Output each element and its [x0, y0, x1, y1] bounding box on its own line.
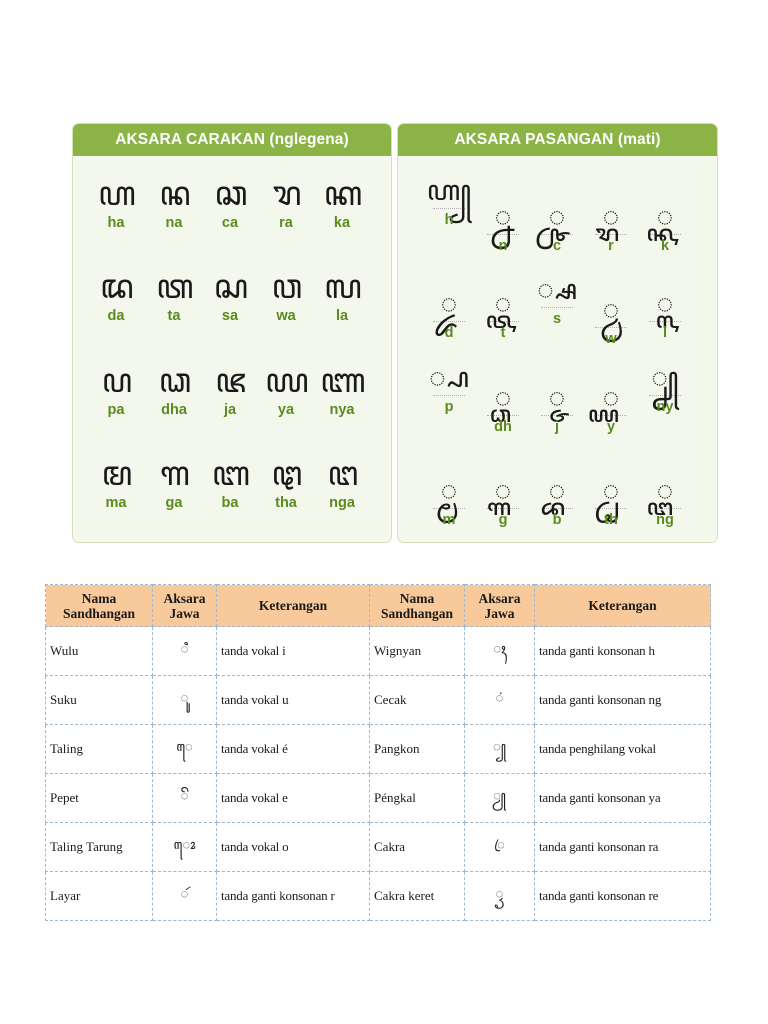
dotted-baseline [433, 208, 465, 209]
aksara-carakan-cell-wa [257, 267, 315, 325]
aksara-carakan-cell-ba [201, 454, 259, 512]
header-aksara-jawa: Aksara Jawa [465, 585, 535, 627]
aksara-pasangan-grid [398, 156, 717, 542]
dotted-baseline [433, 395, 465, 396]
aksara-pasangan-latin-label: dh [494, 419, 512, 435]
aksara-carakan-cell-ma [87, 454, 145, 512]
dotted-baseline [595, 234, 627, 235]
aksara-pasangan-latin-label: m [442, 512, 456, 528]
aksara-carakan-cell-ja [201, 361, 259, 419]
aksara-carakan-glyph: ꦱ [213, 267, 247, 307]
aksara-carakan-cell-ya [257, 361, 315, 419]
aksara-jawa-symbol: ꦺꦴ [153, 823, 217, 872]
aksara-pasangan-cell-ng [636, 474, 694, 529]
aksara-pasangan-cell-r [582, 200, 640, 255]
aksara-carakan-glyph: ꦏ [323, 174, 361, 214]
aksara-carakan-glyph: ꦠ [156, 267, 192, 307]
table-row [46, 823, 711, 872]
aksara-jawa-symbol: ꦼ [153, 774, 217, 823]
aksara-jawa-symbol: ꦾ [465, 774, 535, 823]
aksara-pasangan-cell-ny [636, 361, 694, 416]
aksara-pasangan-cell-y [582, 381, 640, 436]
table-row [46, 774, 711, 823]
aksara-pasangan-glyph: ꧀ꦗ [548, 381, 566, 414]
sandhangan-name: Pepet [46, 774, 153, 823]
aksara-pasangan-cell-h [420, 174, 478, 229]
sandhangan-table [45, 584, 711, 921]
dotted-baseline [487, 234, 519, 235]
aksara-carakan-cell-tha [257, 454, 315, 512]
aksara-pasangan-latin-label: w [605, 331, 617, 347]
table-row [46, 725, 711, 774]
aksara-jawa-symbol: ꦺ [153, 725, 217, 774]
aksara-pasangan-glyph: ꧀ꦛ [602, 474, 620, 507]
header-aksara-jawa: Aksara Jawa [153, 585, 217, 627]
aksara-pasangan-latin-label: k [660, 238, 670, 254]
aksara-pasangan-glyph: ꧀ꦔ [656, 474, 674, 507]
aksara-pasangan-glyph: ꧀ꦧ [548, 474, 566, 507]
aksara-pasangan-glyph: ꧀ꦱ [537, 273, 577, 306]
aksara-jawa-symbol: ꦶ [153, 627, 217, 676]
keterangan-text: tanda ganti konsonan r [217, 872, 370, 921]
aksara-pasangan-glyph: ꧀ꦫ [602, 200, 620, 233]
aksara-carakan-latin-label: pa [107, 402, 125, 418]
aksara-pasangan-glyph: ꧀ꦚ [651, 361, 679, 394]
sandhangan-name: Péngkal [370, 774, 465, 823]
sandhangan-name: Taling Tarung [46, 823, 153, 872]
aksara-jawa-symbol: ꦽ [465, 872, 535, 921]
aksara-carakan-cell-sa [201, 267, 259, 325]
aksara-jawa-symbol: ꦃ [465, 627, 535, 676]
aksara-carakan-glyph: ꦪ [265, 361, 307, 401]
aksara-carakan-glyph: ꦗ [215, 361, 245, 401]
dotted-baseline [541, 415, 573, 416]
aksara-carakan-grid [73, 156, 391, 542]
aksara-carakan-glyph: ꦫ [272, 174, 300, 214]
dotted-baseline [433, 321, 465, 322]
aksara-carakan-glyph: ꦢ [100, 267, 132, 307]
aksara-pasangan-cell-th [582, 474, 640, 529]
aksara-carakan-latin-label: ta [167, 308, 181, 324]
header-nama-sandhangan: Nama Sandhangan [370, 585, 465, 627]
aksara-carakan-cell-nga [313, 454, 371, 512]
dotted-baseline [541, 508, 573, 509]
dotted-baseline [487, 415, 519, 416]
aksara-pasangan-latin-label: d [444, 325, 454, 341]
sandhangan-name: Taling [46, 725, 153, 774]
aksara-carakan-latin-label: dha [161, 402, 187, 418]
aksara-pasangan-glyph: ꧀ꦣ [494, 381, 512, 414]
aksara-pasangan-glyph: ꧀ꦤ [494, 200, 512, 233]
aksara-pasangan-cell-s [528, 273, 586, 328]
aksara-pasangan-cell-l [636, 287, 694, 342]
aksara-carakan-latin-label: ga [165, 495, 183, 511]
aksara-carakan-glyph: ꦩ [101, 454, 131, 494]
table-row [46, 627, 711, 676]
aksara-carakan-glyph: ꦕ [214, 174, 246, 214]
aksara-carakan-latin-label: ya [277, 402, 295, 418]
aksara-carakan-cell-da [87, 267, 145, 325]
keterangan-text: tanda ganti konsonan re [535, 872, 711, 921]
sandhangan-name: Layar [46, 872, 153, 921]
aksara-carakan-cell-dha [145, 361, 203, 419]
aksara-carakan-cell-ha [87, 174, 145, 232]
sandhangan-name: Wulu [46, 627, 153, 676]
aksara-pasangan-latin-label: c [552, 238, 562, 254]
aksara-pasangan-cell-c [528, 200, 586, 255]
dotted-baseline [649, 234, 681, 235]
keterangan-text: tanda vokal é [217, 725, 370, 774]
aksara-jawa-symbol: ꦿ [465, 823, 535, 872]
aksara-pasangan-title: AKSARA PASANGAN (mati) [398, 124, 717, 156]
aksara-jawa-symbol: ꧀ [465, 725, 535, 774]
aksara-carakan-latin-label: ma [105, 495, 127, 511]
aksara-carakan-glyph: ꦲ [98, 174, 134, 214]
aksara-pasangan-latin-label: r [608, 238, 614, 254]
dotted-baseline [649, 395, 681, 396]
aksara-pasangan-panel [397, 123, 718, 543]
aksara-pasangan-glyph: ꧀ꦒ [494, 474, 512, 507]
table-row [46, 676, 711, 725]
aksara-carakan-glyph: ꦧ [212, 454, 248, 494]
aksara-carakan-glyph: ꦔ [327, 454, 357, 494]
aksara-carakan-cell-pa [87, 361, 145, 419]
aksara-carakan-latin-label: da [107, 308, 125, 324]
aksara-carakan-panel [72, 123, 392, 543]
header-keterangan: Keterangan [535, 585, 711, 627]
aksara-pasangan-glyph: ꧀ꦭ [656, 287, 674, 320]
aksara-pasangan-glyph: ꦲ꧀ [426, 174, 472, 207]
sandhangan-name: Suku [46, 676, 153, 725]
aksara-pasangan-glyph: ꧀ꦕ [548, 200, 566, 233]
aksara-carakan-glyph: ꦒ [160, 454, 188, 494]
aksara-carakan-latin-label: wa [276, 308, 296, 324]
aksara-pasangan-latin-label: t [500, 325, 506, 341]
aksara-carakan-latin-label: ba [221, 495, 239, 511]
keterangan-text: tanda ganti konsonan ra [535, 823, 711, 872]
keterangan-text: tanda vokal i [217, 627, 370, 676]
aksara-carakan-latin-label: na [165, 215, 183, 231]
aksara-pasangan-latin-label: l [662, 325, 668, 341]
aksara-pasangan-glyph: ꧀ꦥ [429, 361, 469, 394]
aksara-carakan-cell-ca [201, 174, 259, 232]
keterangan-text: tanda penghilang vokal [535, 725, 711, 774]
aksara-pasangan-latin-label: s [552, 311, 562, 327]
dotted-baseline [487, 508, 519, 509]
aksara-pasangan-cell-d [420, 287, 478, 342]
aksara-carakan-cell-la [313, 267, 371, 325]
aksara-pasangan-latin-label: th [604, 512, 618, 528]
aksara-carakan-glyph: ꦭ [324, 267, 360, 307]
table-row [46, 872, 711, 921]
sandhangan-name: Cakra keret [370, 872, 465, 921]
aksara-pasangan-cell-w [582, 293, 640, 348]
keterangan-text: tanda ganti konsonan ya [535, 774, 711, 823]
aksara-pasangan-latin-label: h [444, 212, 454, 228]
aksara-carakan-cell-ra [257, 174, 315, 232]
aksara-pasangan-cell-n [474, 200, 532, 255]
aksara-pasangan-cell-b [528, 474, 586, 529]
aksara-pasangan-glyph: ꧀ꦪ [602, 381, 620, 414]
aksara-carakan-glyph: ꦮ [271, 267, 301, 307]
aksara-pasangan-glyph: ꧀ꦢ [440, 287, 458, 320]
aksara-carakan-latin-label: sa [221, 308, 239, 324]
aksara-carakan-glyph: ꦚ [320, 361, 364, 401]
header-nama-sandhangan: Nama Sandhangan [46, 585, 153, 627]
aksara-pasangan-cell-p [420, 361, 478, 416]
aksara-carakan-cell-ga [145, 454, 203, 512]
aksara-pasangan-latin-label: ny [656, 399, 674, 415]
aksara-carakan-latin-label: nga [329, 495, 355, 511]
dotted-baseline [433, 508, 465, 509]
table-header-row [46, 585, 711, 627]
aksara-jawa-symbol: ꦂ [153, 872, 217, 921]
keterangan-text: tanda vokal e [217, 774, 370, 823]
aksara-pasangan-cell-j [528, 381, 586, 436]
aksara-carakan-title: AKSARA CARAKAN (nglegena) [73, 124, 391, 156]
dotted-baseline [541, 307, 573, 308]
keterangan-text: tanda ganti konsonan ng [535, 676, 711, 725]
aksara-carakan-glyph: ꦤ [159, 174, 189, 214]
aksara-carakan-cell-nya [313, 361, 371, 419]
aksara-pasangan-latin-label: b [552, 512, 562, 528]
aksara-pasangan-latin-label: g [498, 512, 508, 528]
aksara-pasangan-latin-label: ng [656, 512, 674, 528]
sandhangan-name: Pangkon [370, 725, 465, 774]
dotted-baseline [487, 321, 519, 322]
dotted-baseline [595, 327, 627, 328]
aksara-carakan-cell-ta [145, 267, 203, 325]
keterangan-text: tanda vokal o [217, 823, 370, 872]
aksara-pasangan-glyph: ꧀ꦏ [656, 200, 674, 233]
aksara-carakan-latin-label: la [335, 308, 349, 324]
keterangan-text: tanda ganti konsonan h [535, 627, 711, 676]
dotted-baseline [649, 321, 681, 322]
aksara-carakan-latin-label: ha [107, 215, 125, 231]
keterangan-text: tanda vokal u [217, 676, 370, 725]
aksara-pasangan-cell-k [636, 200, 694, 255]
aksara-pasangan-latin-label: n [498, 238, 508, 254]
sandhangan-name: Wignyan [370, 627, 465, 676]
aksara-pasangan-glyph: ꧀ꦩ [440, 474, 458, 507]
aksara-carakan-latin-label: ka [333, 215, 351, 231]
aksara-pasangan-glyph: ꧀ꦮ [602, 293, 620, 326]
dotted-baseline [649, 508, 681, 509]
aksara-carakan-latin-label: ca [221, 215, 239, 231]
aksara-carakan-latin-label: ra [279, 215, 293, 231]
aksara-pasangan-latin-label: j [554, 419, 560, 435]
aksara-pasangan-glyph: ꧀ꦠ [494, 287, 512, 320]
sandhangan-name: Cecak [370, 676, 465, 725]
aksara-carakan-latin-label: tha [275, 495, 297, 511]
aksara-carakan-latin-label: ja [223, 402, 237, 418]
aksara-carakan-glyph: ꦛ [271, 454, 301, 494]
dotted-baseline [595, 415, 627, 416]
aksara-carakan-cell-ka [313, 174, 371, 232]
aksara-carakan-latin-label: nya [329, 402, 355, 418]
dotted-baseline [541, 234, 573, 235]
aksara-carakan-glyph: ꦣ [158, 361, 190, 401]
aksara-pasangan-cell-t [474, 287, 532, 342]
aksara-jawa-symbol: ꦁ [465, 676, 535, 725]
aksara-carakan-cell-na [145, 174, 203, 232]
aksara-carakan-glyph: ꦥ [101, 361, 131, 401]
sandhangan-name: Cakra [370, 823, 465, 872]
aksara-pasangan-latin-label: p [444, 399, 454, 415]
aksara-pasangan-latin-label: y [606, 419, 616, 435]
aksara-jawa-symbol: ꦸ [153, 676, 217, 725]
header-keterangan: Keterangan [217, 585, 370, 627]
dotted-baseline [595, 508, 627, 509]
aksara-pasangan-cell-dh [474, 381, 532, 436]
aksara-pasangan-cell-g [474, 474, 532, 529]
aksara-pasangan-cell-m [420, 474, 478, 529]
